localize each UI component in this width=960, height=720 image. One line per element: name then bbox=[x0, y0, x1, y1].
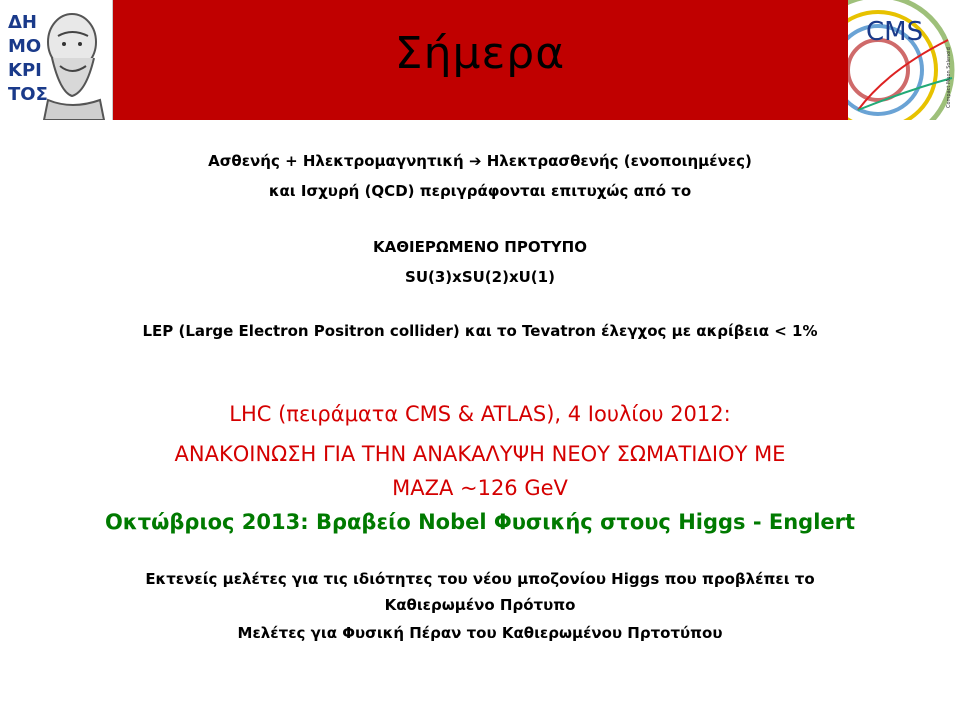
svg-text:ΤΟΣ: ΤΟΣ bbox=[8, 84, 48, 105]
body-line-electroweak: Ασθενής + Ηλεκτρομαγνητική ➔ Ηλεκτρασθενής (ενοποιημένες) bbox=[208, 152, 752, 170]
svg-text:CMS: CMS bbox=[866, 17, 924, 47]
cms-logo bbox=[848, 0, 960, 120]
body-line-bsm: Μελέτες για Φυσική Πέραν του Καθιερωμένου Πρτοτύπου bbox=[237, 624, 723, 642]
body-line-higgs-studies: Εκτενείς μελέτες για τις ιδιότητες του νέου μποζονίου Higgs που προβλέπει το bbox=[145, 570, 815, 588]
body-line-gauge-group: SU(3)xSU(2)xU(1) bbox=[405, 268, 555, 286]
body-line-standard-model: ΚΑΘΙΕΡΩΜΕΝΟ ΠΡΟΤΥΠΟ bbox=[373, 238, 587, 256]
body-line-qcd: και Ισχυρή (QCD) περιγράφονται επιτυχώς από το bbox=[268, 182, 692, 200]
svg-text:ΔΗ: ΔΗ bbox=[8, 12, 37, 33]
cms-logo-icon bbox=[848, 0, 960, 120]
svg-text:Compact Muon Solenoid: Compact Muon Solenoid bbox=[946, 47, 952, 108]
slide-header bbox=[0, 0, 960, 120]
svg-text:ΚΡΙ: ΚΡΙ bbox=[8, 60, 42, 81]
body-line-announcement: ΑΝΑΚΟΙΝΩΣΗ ΓΙΑ ΤΗΝ ΑΝΑΚΑΛΥΨΗ ΝΕΟΥ ΣΩΜΑΤΙΔΙΟΥ ΜΕ bbox=[174, 442, 786, 466]
body-line-nobel: Οκτώβριος 2013: Βραβείο Nobel Φυσικής στους Higgs - Englert bbox=[104, 510, 856, 534]
body-line-mass: ΜΑΖΑ ~126 GeV bbox=[392, 476, 568, 500]
body-line-lep-tevatron: LEP (Large Electron Positron collider) και το Tevatron έλεγχος με ακρίβεια < 1% bbox=[142, 322, 818, 340]
svg-text:ΜΟ: ΜΟ bbox=[8, 36, 42, 57]
slide-title: Σήμερα bbox=[394, 28, 566, 79]
body-line-standard-model-2: Καθιερωμένο Πρότυπο bbox=[384, 596, 576, 614]
body-line-lhc: LHC (πειράματα CMS & ATLAS), 4 Ιουλίου 2012: bbox=[229, 402, 731, 426]
